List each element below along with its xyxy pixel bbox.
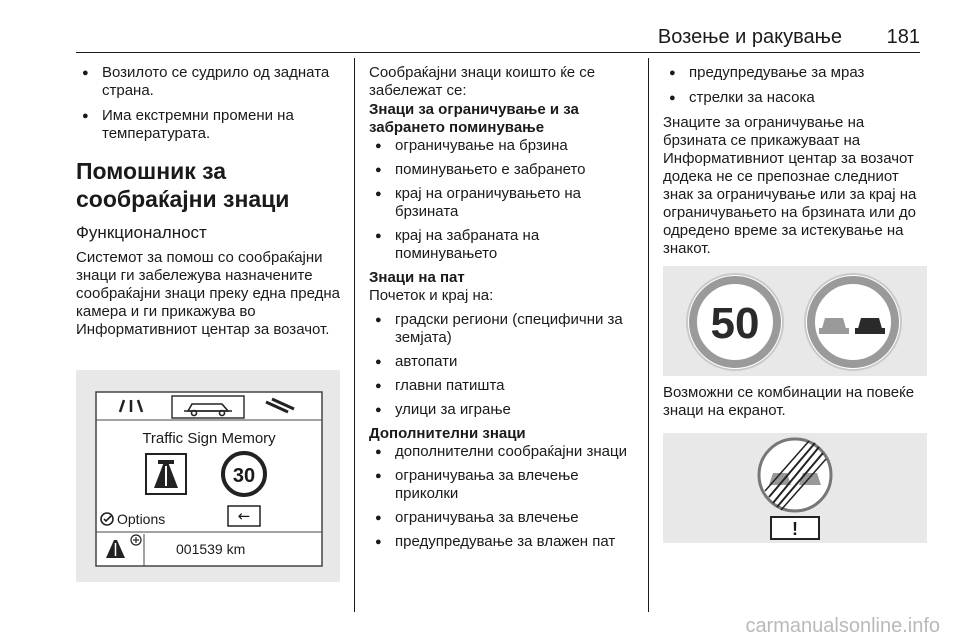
speed-50-sign	[687, 274, 783, 370]
column-1	[76, 64, 344, 340]
subsection-title: Функционалност	[76, 223, 207, 242]
chapter-title: Возење и ракување	[657, 26, 842, 48]
signs-illustration	[663, 266, 927, 376]
bullet-item: ● ограничувања за влечење	[369, 509, 637, 527]
column-divider-1	[354, 58, 355, 612]
page-header	[0, 0, 960, 56]
bullet-item: ● крај на забраната на поминувањето	[369, 227, 637, 263]
section-title: Помошник за сообраќајни знаци	[76, 158, 290, 212]
combination-figure	[663, 433, 927, 543]
bullet-item: ● стрелки за насока	[663, 89, 931, 107]
sign-speed-value: 50	[710, 299, 760, 348]
bullet-item: ● градски региони (специфични за земјата)	[369, 311, 637, 347]
column-3	[663, 64, 931, 259]
watermark: carmanualsonline.info	[745, 615, 940, 637]
bullet-item: ● главни патишта	[369, 377, 637, 395]
motorway-sign-icon	[146, 454, 186, 494]
intro-paragraph: Сообраќајни знаци коишто ќе се забележат се:	[369, 64, 596, 99]
speed-limit-sign	[223, 453, 265, 495]
display-figure	[76, 370, 340, 582]
bullet-item: ● Возилото се судрило од задната страна.	[76, 64, 344, 100]
body-paragraph: Знаците за ограничување на брзината се прикажуваат на Информативниот центар за возачот додека не се препознае следниот знак за ограничување или за крај на ограничувањето на брзината или до одредено време за истекување на знакот.	[663, 114, 917, 257]
bullet-item: ● предупредување за мраз	[663, 64, 931, 82]
column-divider-2	[648, 58, 649, 612]
display-title: Traffic Sign Memory	[142, 430, 276, 447]
back-arrow-icon: ←	[237, 507, 251, 525]
car-tab	[172, 396, 244, 418]
bullet-item: ● крај на ограничувањето на брзината	[369, 185, 637, 221]
body-paragraph: Системот за помош со сообраќајни знаци ги забележува назначените сообраќајни знаци преку една предна камера и ги прикажува во Информативниот центар за возачот.	[76, 249, 340, 338]
body-paragraph: Возможни се комбинации на повеќе знаци на екранот.	[663, 384, 915, 419]
no-overtaking-sign	[805, 274, 901, 370]
bullet-item: ● улици за играње	[369, 401, 637, 419]
group-title: Дополнителни знаци	[369, 425, 526, 442]
caption-block	[663, 384, 931, 421]
speed-value: 30	[232, 465, 256, 487]
bullet-item: ● Има екстремни промени на температурата.	[76, 107, 344, 143]
group-title: Знаци на пат	[369, 269, 465, 286]
header-rule	[76, 52, 920, 53]
bullet-item: ● ограничувања за влечење приколки	[369, 467, 637, 503]
bullet-item: ● предупредување за влажен пат	[369, 533, 637, 551]
signs-figure	[663, 266, 927, 376]
group-title: Знаци за ограничување и за забрането поминување	[369, 101, 579, 136]
bullet-item: ● ограничување на брзина	[369, 137, 637, 155]
bullet-item: ● поминувањето е забрането	[369, 161, 637, 179]
bullet-item: ● дополнителни сообраќајни знаци	[369, 443, 637, 461]
column-2	[369, 64, 637, 557]
end-no-overtaking-sign	[759, 439, 831, 511]
odometer-readout: 001539 km	[176, 541, 246, 557]
warning-icon: !	[792, 519, 798, 539]
group-intro: Почеток и крај на:	[369, 287, 494, 304]
bullet-item: ● автопати	[369, 353, 637, 371]
plus-icon	[131, 535, 141, 545]
options-label: Options	[117, 511, 166, 527]
display-illustration	[76, 370, 340, 582]
combination-illustration	[663, 433, 927, 543]
page-number: 181	[886, 26, 920, 48]
